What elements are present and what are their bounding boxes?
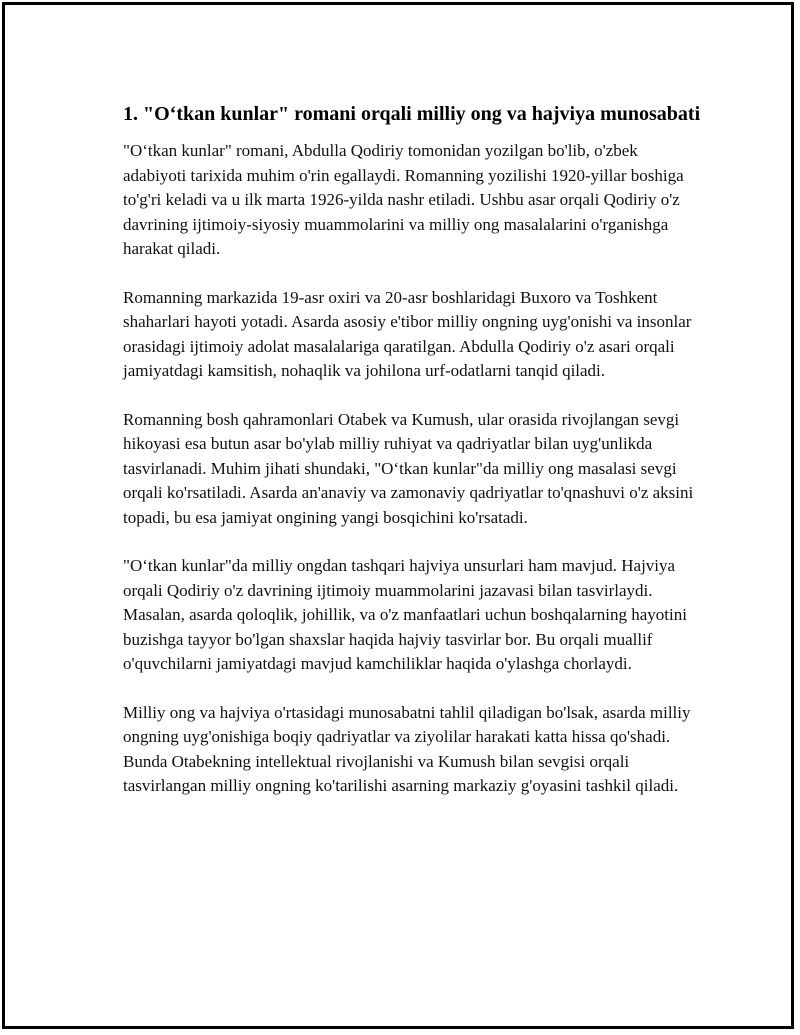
paragraph-5: Milliy ong va hajviya o'rtasidagi munosabatni tahlil qiladigan bo'lsak, asarda milliy ongning uyg'onishiga boqiy qadriyatlar va ziyolilar harakati katta hissa qo'shadi. Bunda Otabekning intellektual rivojlanishi va Kumush bilan sevgisi orqali tasvirlangan milliy ongning ko'tarilishi asarning markaziy g'oyasini tashkil qiladi. (123, 702, 691, 795)
paragraph-1: "O‘tkan kunlar" romani, Abdulla Qodiriy tomonidan yozilgan bo'lib, o'zbek adabiyoti tarixida muhim o'rin egallaydi. Romanning yozilishi 1920-yillar boshiga to'g'ri keladi va u ilk marta 1926-yilda nashr etiladi. Ushbu asar orqali Qodiriy o'z davrining ijtimoiy-siyosiy muammolarini va milliy ong masalalarini o'rganishga harakat qiladi. (123, 141, 684, 258)
document-body (123, 101, 703, 823)
paragraph-3: Romanning bosh qahramonlari Otabek va Kumush, ular orasida rivojlangan sevgi hikoyasi esa butun asar bo'ylab milliy ruhiyat va qadriyatlar bilan uyg'unlikda tasvirlanadi. Muhim jihati shundaki, "O‘tkan kunlar"da milliy ong masalasi sevgi orqali ko'rsatiladi. Asarda an'anaviy va zamonaviy qadriyatlar to'qnashuvi o'z aksini topadi, bu esa jamiyat ongining yangi bosqichini ko'rsatadi. (123, 409, 694, 527)
section-heading: 1. "O‘tkan kunlar" romani orqali milliy ong va hajviya munosabati (123, 103, 701, 125)
page-frame (2, 2, 794, 1029)
paragraph-2: Romanning markazida 19-asr oxiri va 20-asr boshlaridagi Buxoro va Toshkent shaharlari hayoti yotadi. Asarda asosiy e'tibor milliy ongning uyg'onishi va insonlar orasidagi ijtimoiy adolat masalalariga qaratilgan. Abdulla Qodiriy o'z asari orqali jamiyatdagi kamsitish, nohaqlik va johilona urf-odatlarni tanqid qiladi. (123, 287, 692, 380)
paragraph-4: "O‘tkan kunlar"da milliy ongdan tashqari hajviya unsurlari ham mavjud. Hajviya orqali Qodiriy o'z davrining ijtimoiy muammolarini jazavasi bilan tasvirlaydi. Masalan, asarda qoloqlik, johillik, va o'z manfaatlari uchun boshqalarning hayotini buzishga tayyor bo'lgan shaxslar haqida hajviy tasvirlar bor. Bu orqali muallif o'quvchilarni jamiyatdagi mavjud kamchiliklar haqida o'ylashga chorlaydi. (123, 556, 687, 673)
